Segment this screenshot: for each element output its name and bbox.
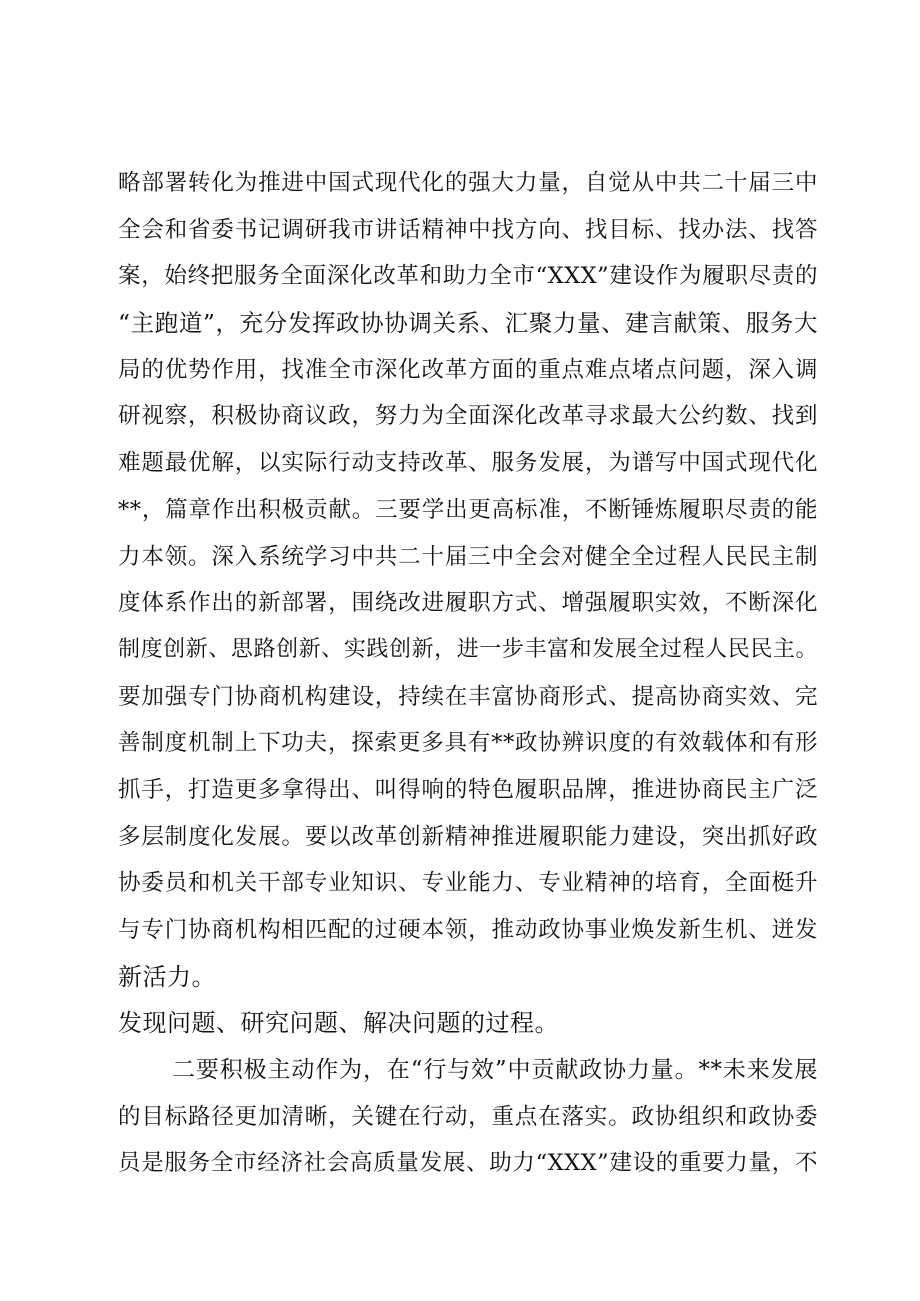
text-line: 研视察，积极协商议政，努力为全面深化改革寻求最大公约数、找到 [118,403,818,430]
paragraph-first-line: 二要积极主动作为，在“行与效”中贡献政协力量。**未来发展 [172,1057,818,1084]
text-line: 善制度机制上下功夫，探索更多具有**政协辨识度的有效载体和有形 [118,730,818,757]
text-line: 新活力。 [118,962,216,991]
text-line: 局的优势作用，找准全市深化改革方面的重点难点堵点问题，深入调 [118,356,818,383]
body-text [118,160,818,1187]
text-line: 案，始终把服务全面深化改革和助力全市“XXX”建设作为履职尽责的 [118,263,818,290]
text-line: 与专门协商机构相匹配的过硬本领，推动政协事业焕发新生机、迸发 [118,917,818,943]
text-line: 难题最优解，以实际行动支持改革、服务发展，为谱写中国式现代化 [118,450,818,477]
text-line: 多层制度化发展。要以改革创新精神推进履职能力建设，突出抓好政 [118,823,818,850]
text-line: 度体系作出的新部署，围绕改进履职方式、增强履职实效，不断深化 [118,590,818,617]
text-line: **，篇章作出积极贡献。三要学出更高标准，不断锤炼履职尽责的能 [118,496,818,523]
text-line: 要加强专门协商机构建设，持续在丰富协商形式、提高协商实效、完 [118,683,818,710]
text-line: 员是服务全市经济社会高质量发展、助力“XXX”建设的重要力量，不 [118,1150,818,1177]
text-line: 发现问题、研究问题、解决问题的过程。 [118,1009,559,1038]
text-line: 协委员和机关干部专业知识、专业能力、专业精神的培育，全面梃升 [118,870,818,897]
text-line: “主跑道”，充分发挥政协协调关系、汇聚力量、建言献策、服务大 [118,309,818,338]
text-line: 抓手，打造更多拿得出、叫得响的特色履职品牌，推进协商民主广泛 [118,776,818,803]
text-line: 的目标路径更加清晰，关键在行动，重点在落实。政协组织和政协委 [118,1103,818,1130]
text-line: 略部署转化为推进中国式现代化的强大力量，自觉从中共二十届三中 [118,170,818,196]
text-line: 力本领。深入系统学习中共二十届三中全会对健全全过程人民民主制 [118,543,818,570]
text-line: 制度创新、思路创新、实践创新，进一步丰富和发展全过程人民民主。 [118,636,818,662]
text-line: 全会和省委书记调研我市讲话精神中找方向、找目标、找办法、找答 [118,216,818,243]
